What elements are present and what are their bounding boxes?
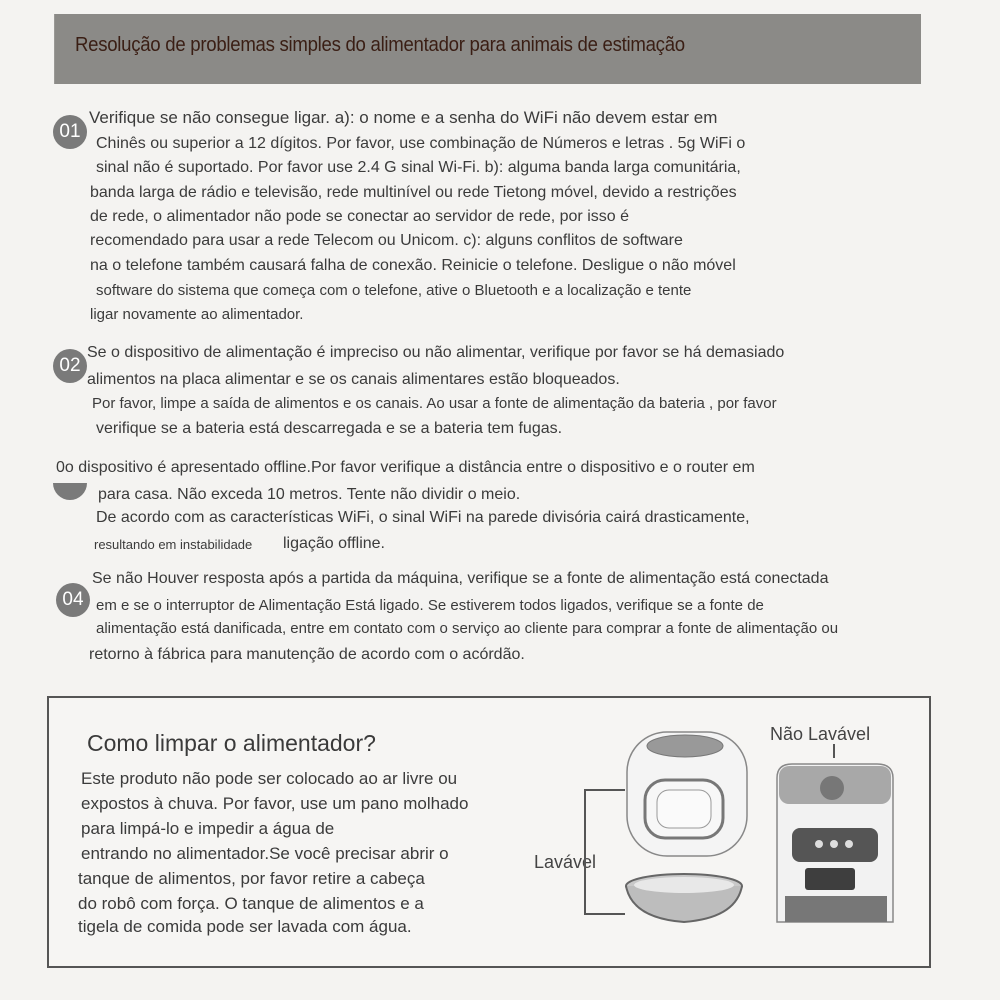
not-washable-label: Não Lavável (770, 724, 871, 744)
section-02-line: Por favor, limpe a saída de alimentos e os canais. Ao usar a fonte de alimentação da bateria , por favor (92, 395, 777, 412)
section-01-line: recomendado para usar a rede Telecom ou Unicom. c): alguns conflitos de software (90, 232, 683, 249)
washable-bracket (585, 790, 625, 914)
step-01-badge: 01 (53, 115, 87, 149)
section-03-line: ligação offline. (283, 535, 385, 552)
feeder-base-icon (777, 764, 893, 922)
section-01-line: sinal não é suportado. Por favor use 2.4 G sinal Wi-Fi. b): alguma banda larga comunitária, (96, 159, 741, 176)
section-01-line: Verifique se não consegue ligar. a): o nome e a senha do WiFi não devem estar em (89, 108, 718, 127)
section-04-line: Se não Houver resposta após a partida da máquina, verifique se a fonte de alimentação está conectada (92, 570, 829, 587)
cleaning-line: Este produto não pode ser colocado ao ar livre ou (81, 769, 458, 788)
section-01-line: ligar novamente ao alimentador. (90, 306, 304, 323)
washable-label: Lavável (534, 852, 597, 872)
section-03-line: 0o dispositivo é apresentado offline.Por favor verifique a distância entre o dispositivo e o router em (56, 459, 755, 476)
step-04-badge: 04 (56, 583, 90, 617)
section-01-line: Chinês ou superior a 12 dígitos. Por favor, use combinação de Números e letras . 5g WiFi o (96, 135, 746, 152)
section-04-line: alimentação está danificada, entre em contato com o serviço ao cliente para comprar a fonte de alimentação ou (96, 620, 839, 637)
cleaning-title: Como limpar o alimentador? (87, 730, 376, 756)
step-02-badge: 02 (53, 349, 87, 383)
cleaning-line: expostos à chuva. Por favor, use um pano molhado (81, 794, 469, 813)
section-03-line: resultando em instabilidade (94, 537, 253, 552)
cleaning-line: tanque de alimentos, por favor retire a cabeça (78, 869, 425, 888)
cleaning-line: entrando no alimentador.Se você precisar abrir o (81, 844, 449, 863)
page-title: Resolução de problemas simples do alimentador para animais de estimação (75, 34, 685, 56)
feeder-head-icon (627, 732, 747, 856)
section-01-line: banda larga de rádio e televisão, rede multinível ou rede Tietong móvel, devido a restrições (90, 184, 737, 201)
section-04-line: retorno à fábrica para manutenção de acordo com o acórdão. (89, 646, 525, 663)
food-bowl-icon (626, 874, 742, 922)
section-02-line: Se o dispositivo de alimentação é impreciso ou não alimentar, verifique por favor se há demasiado (87, 344, 785, 361)
section-03-line: De acordo com as características WiFi, o sinal WiFi na parede divisória cairá drasticamente, (96, 509, 750, 526)
cleaning-line: tigela de comida pode ser lavada com água. (78, 917, 412, 936)
cleaning-line: para limpá-lo e impedir a água de (81, 819, 335, 838)
feeder-illustration (47, 696, 931, 968)
section-01-line: de rede, o alimentador não pode se conectar ao servidor de rede, por isso é (90, 208, 629, 225)
section-01-line: software do sistema que começa com o telefone, ative o Bluetooth e a localização e tente (96, 282, 692, 299)
section-01-line: na o telefone também causará falha de conexão. Reinicie o telefone. Desligue o não móvel (90, 257, 736, 274)
section-02-line: alimentos na placa alimentar e se os canais alimentares estão bloqueados. (87, 371, 620, 388)
cleaning-box (47, 696, 931, 968)
section-04-line: em e se o interruptor de Alimentação Está ligado. Se estiverem todos ligados, verifique se a fonte de (96, 597, 764, 614)
header-banner (54, 14, 921, 84)
section-02-line: verifique se a bateria está descarregada e se a bateria tem fugas. (96, 420, 563, 437)
section-03-line: para casa. Não exceda 10 metros. Tente não dividir o meio. (98, 486, 521, 503)
cleaning-line: do robô com força. O tanque de alimentos e a (78, 894, 424, 913)
